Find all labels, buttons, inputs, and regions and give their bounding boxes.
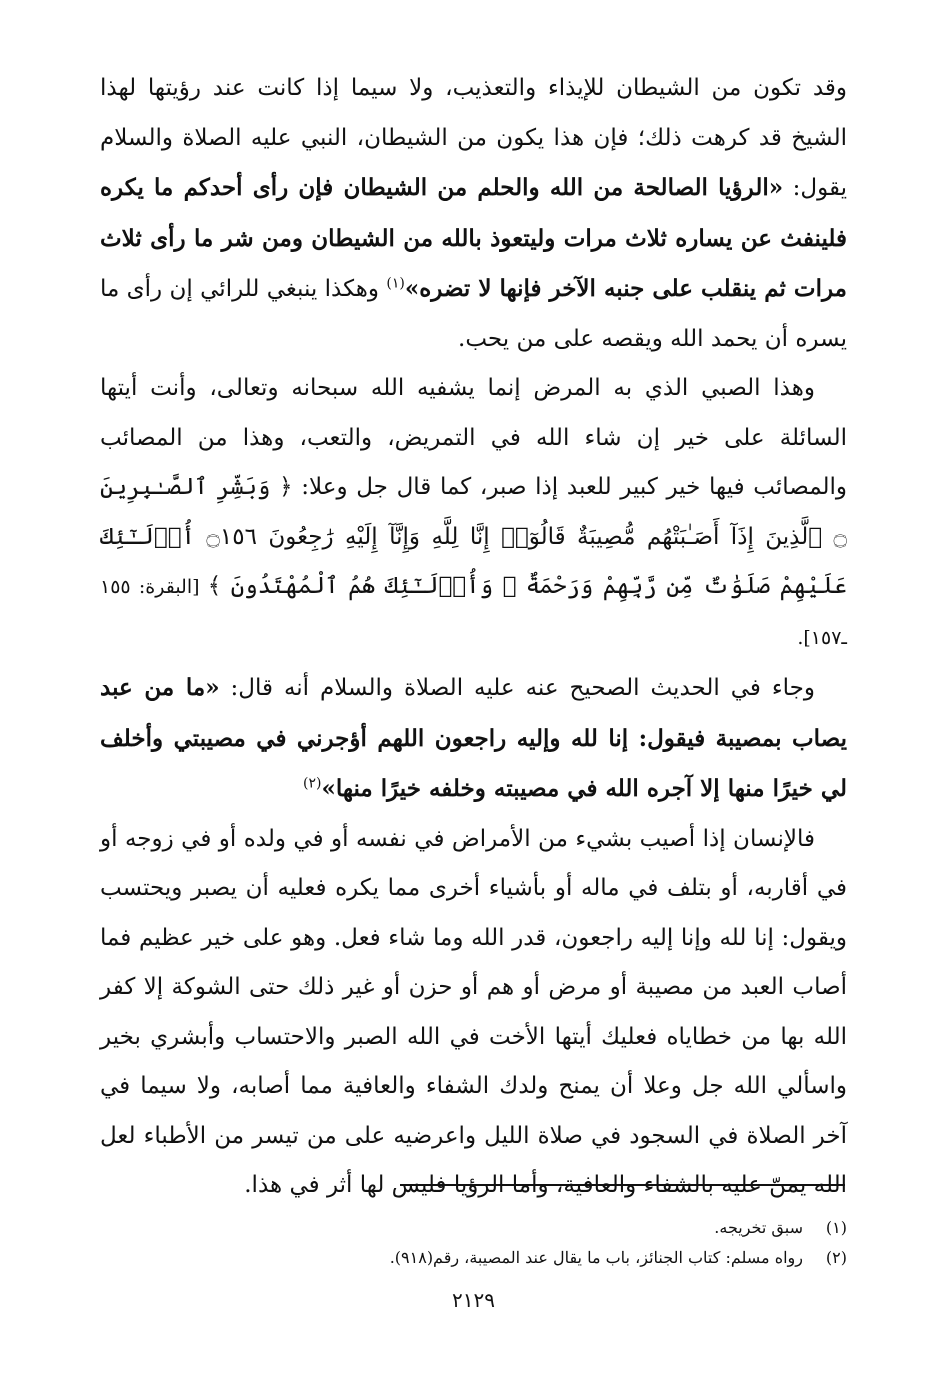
page-number: ٢١٢٩ bbox=[452, 1288, 495, 1312]
paragraph-4-text: فالإنسان إذا أصيب بشيء من الأمراض في نفسه أو في ولده أو في زوجه أو في أقاربه، أو بتلف في ماله أو بأشياء أخرى مما يكره فعليه أن يصبر ويحتسب ويقول: إنا لله وإنا إليه راجعون، قدر الله وما شاء فعل. وهو على خير عظيم فما أصاب العبد من مصيبة أو مرض أو هم أو حزن أو غير ذلك حتى الشوكة إلا كفر الله بها من خطاياه فعليك أيتها الأخت في الله الصبر والاحتساب وأبشري بخير واسألي الله جل وعلا أن يمنح ولدك الشفاء والعافية مما أصابه، ولا سيما في آخر الصلاة في السجود في صلاة الليل واعرضيه على من تيسر من الأطباء لعل الله يمنّ عليه بالشفاء والعافية، وأما الرؤيا فليس لها أثر في هذا. bbox=[100, 825, 847, 1198]
quran-verse: ﴿ وَبَشِّرِ ٱلصَّـٰبِرِينَ ۝ ٱلَّذِينَ إِذَآ أَصَـٰبَتْهُم مُّصِيبَةٌ قَالُوٓا۟ إِنَّا لِلَّهِ وَإِنَّآ إِلَيْهِ رَٰجِعُونَ ۝١٥٦ أُو۟لَـٰٓئِكَ عَلَيْهِمْ صَلَوَٰتٌ مِّن رَّبِّهِمْ وَرَحْمَةٌ ۖ وَأُو۟لَـٰٓئِكَ هُمُ ٱلْمُهْتَدُونَ ﴾ bbox=[100, 474, 847, 599]
paragraph-1-text: وقد تكون من الشيطان للإيذاء والتعذيب، ولا سيما إذا كانت عند رؤيتها لهذا الشيخ قد كرهت ذلك؛ فإن هذا يكون من الشيطان، النبي عليه الصلاة والسلام يقول: bbox=[100, 75, 847, 201]
footnote-2-number: (٢) bbox=[825, 1248, 847, 1267]
footnotes bbox=[100, 1213, 847, 1273]
paragraph-2 bbox=[100, 364, 847, 663]
main-text bbox=[100, 64, 847, 1211]
footnote-marker-1: (١) bbox=[386, 275, 405, 292]
footnote-1-text: سبق تخريجه. bbox=[714, 1218, 803, 1237]
paragraph-1 bbox=[100, 64, 847, 364]
footnote-1-number: (١) bbox=[825, 1218, 847, 1237]
paragraph-2-text: وهذا الصبي الذي به المرض إنما يشفيه الله سبحانه وتعالى، وأنت أيتها السائلة على خير إن شاء الله في التمريض، والتعب، وهذا من المصائب والمصائب فيها خير كبير للعبد إذا صبر، كما قال جل وعلا: bbox=[100, 375, 847, 500]
footnote-2 bbox=[100, 1243, 847, 1273]
footnote-marker-2: (٢) bbox=[303, 775, 322, 792]
footnote-1 bbox=[100, 1213, 847, 1243]
paragraph-4 bbox=[100, 815, 847, 1211]
footnote-2-text: رواه مسلم: كتاب الجنائز، باب ما يقال عند المصيبة، رقم(٩١٨). bbox=[389, 1248, 803, 1267]
paragraph-3 bbox=[100, 663, 847, 815]
verse-reference: [البقرة: ١٥٥ ـ١٥٧]. bbox=[100, 576, 847, 649]
hadith-quote-2: «ما من عبد يصاب بمصيبة فيقول: إنا لله وإليه راجعون اللهم أؤجرني في مصيبتي وأخلف لي خيرًا منها إلا آجره الله في مصيبته وخلفه خيرًا منها» bbox=[100, 674, 847, 802]
paragraph-3-text: وجاء في الحديث الصحيح عنه عليه الصلاة والسلام أنه قال: bbox=[219, 675, 815, 701]
paragraph-1-continuation: وهكذا ينبغي للرائي إن رأى ما يسره أن يحمد الله ويقصه على من يحب. bbox=[100, 276, 847, 352]
footnote-divider bbox=[400, 1184, 845, 1186]
hadith-quote-1: «الرؤيا الصالحة من الله والحلم من الشيطان فإن رأى أحدكم ما يكره فلينفث عن يساره ثلاث مرات وليتعوذ بالله من الشيطان ومن شر ما رأى ثلاث مرات ثم ينقلب على جنبه الآخر فإنها لا تضره» bbox=[100, 174, 847, 302]
